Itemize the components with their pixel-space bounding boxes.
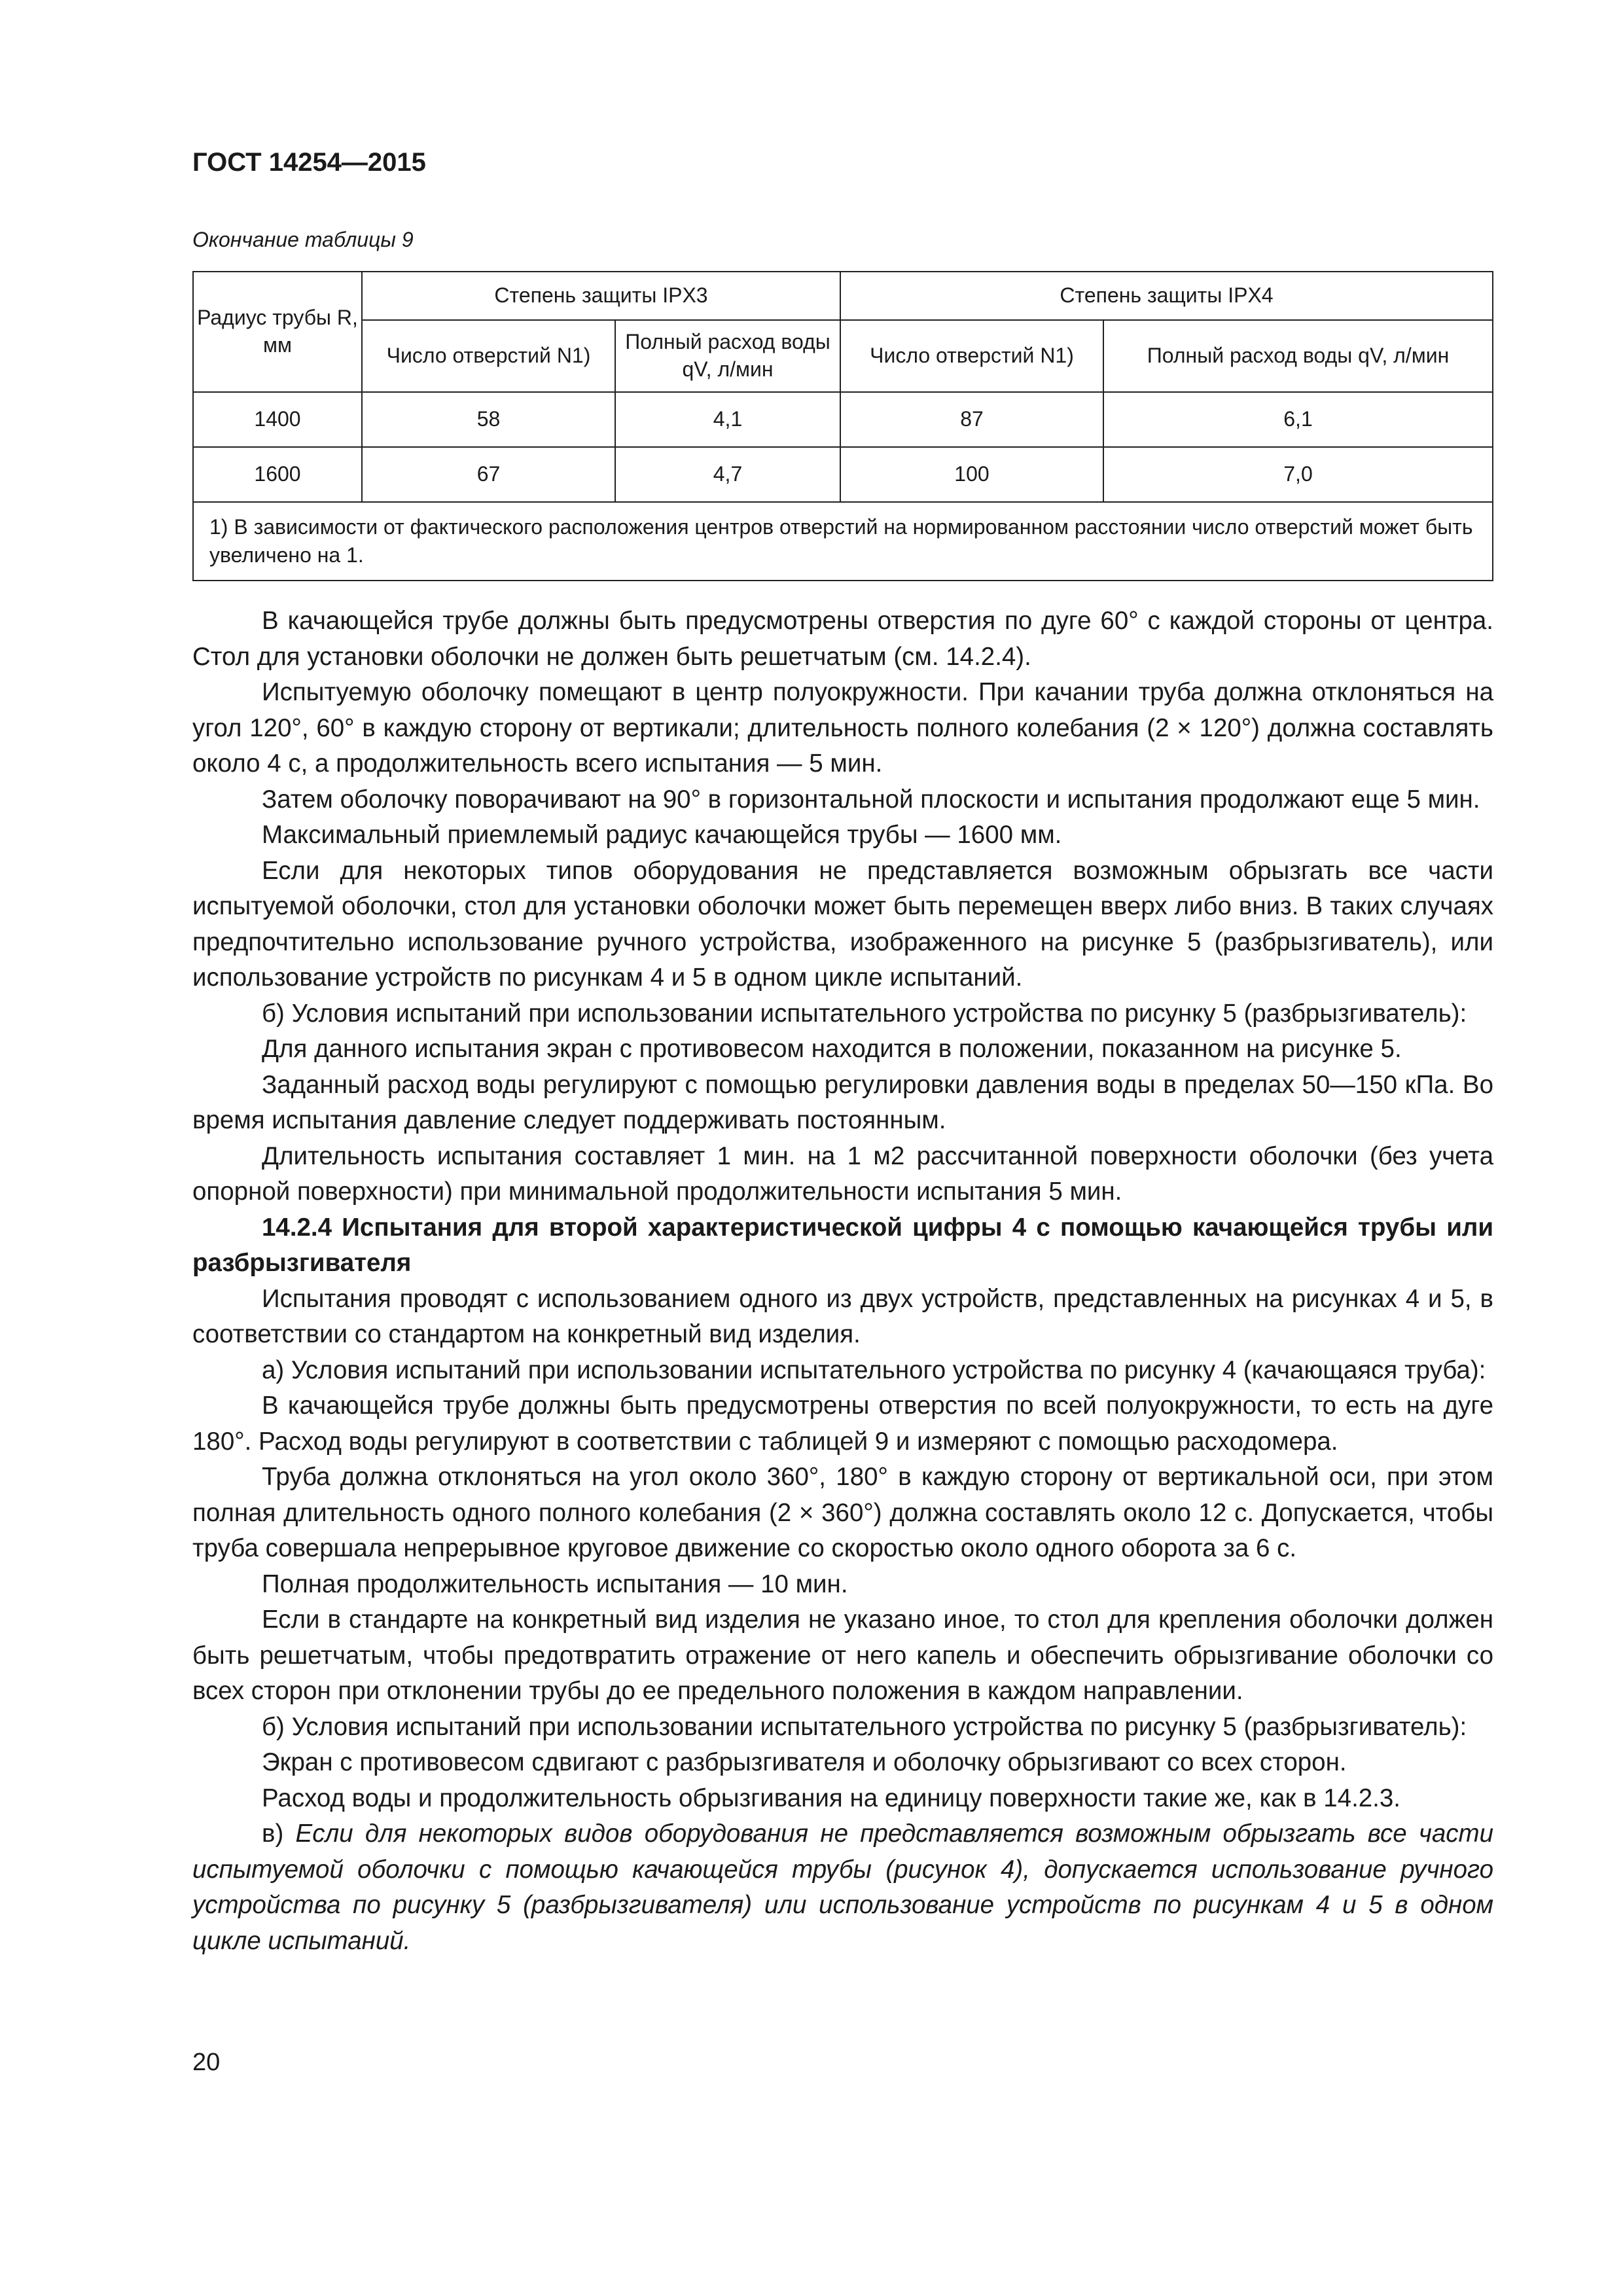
page-number: 20 [192,2049,221,2076]
data-table [192,271,1493,581]
paragraph: Заданный расход воды регулируют с помощью регулировки давления воды в пределах 50—150 кПа. Во время испытания давление следует поддерживать постоянным. [192,1070,1493,1134]
paragraph: Для данного испытания экран с противовесом находится в положении, показанном на рисунке 5. [262,1035,1402,1063]
table-header-row [193,272,1493,320]
paragraph: В качающейся трубе должны быть предусмотрены отверстия по всей полуокружности, то есть на дуге 180°. Расход воды регулируют в соответствии с таблицей 9 и измеряют с помощью расходомера. [192,1391,1493,1456]
paragraph: Испытания проводят с использованием одного из двух устройств, представленных на рисунках 4 и 5, в соответствии со стандартом на конкретный вид изделия. [192,1284,1493,1348]
section-heading: 14.2.4 Испытания для второй характеристической цифры 4 с помощью качающейся трубы или разбрызгивателя [192,1213,1493,1277]
sub-holes-ipx3: Число отверстий N1) [362,320,615,392]
table-subheader-row [193,320,1493,392]
paragraph: В качающейся трубе должны быть предусмотрены отверстия по дуге 60° с каждой стороны от центра. Стол для установки оболочки не должен быть решетчатым (см. 14.2.4). [192,607,1493,671]
paragraph-italic [192,1816,1493,1959]
cell-holes-ipx3: 58 [362,392,615,447]
paragraph: Труба должна отклоняться на угол около 360°, 180° в каждую сторону от вертикальной оси, при этом полная длительность одного полного колебания (2 × 360°) должна составлять около 12 с. Допускается, чтобы труба совершала непрерывное круговое движение со скоростью около одного оборота за 6 с. [192,1463,1493,1562]
paragraph: Если в стандарте на конкретный вид изделия не указано иное, то стол для крепления оболочки должен быть решетчатым, чтобы предотвратить отражение от него капель и обеспечить обрызгивание оболочки со всех сторон при отклонении трубы до ее предельного положения в каждом направлении. [192,1605,1493,1705]
paragraph: Экран с противовесом сдвигают с разбрызгивателя и оболочку обрызгивают со всех сторон. [262,1748,1347,1776]
cell-holes-ipx3: 67 [362,447,615,502]
sub-flow-ipx3: Полный расход воды qV, л/мин [615,320,840,392]
paragraph: Расход воды и продолжительность обрызгивания на единицу поверхности такие же, как в 14.2.3. [262,1784,1400,1812]
table-row [193,447,1493,502]
cell-holes-ipx4: 100 [840,447,1103,502]
paragraph: Максимальный приемлемый радиус качающейся трубы — 1600 мм. [262,821,1062,849]
item-prefix: в) [262,1820,284,1848]
table-footnote: 1) В зависимости от фактического расположения центров отверстий на нормированном расстоянии число отверстий может быть увеличено на 1. [193,502,1493,581]
cell-radius: 1600 [193,447,362,502]
paragraph: б) Условия испытаний при использовании испытательного устройства по рисунку 5 (разбрызгиватель): [262,999,1467,1028]
paragraph: а) Условия испытаний при использовании испытательного устройства по рисунку 4 (качающаяся труба): [262,1355,1486,1384]
sub-holes-ipx4: Число отверстий N1) [840,320,1103,392]
cell-radius: 1400 [193,392,362,447]
paragraph: Испытуемую оболочку помещают в центр полуокружности. При качании труба должна отклоняться на угол 120°, 60° в каждую сторону от вертикали; длительность полного колебания (2 × 120°) должна составлять около 4 с, а продолжительность всего испытания — 5 мин. [192,678,1493,778]
group-ipx4-header: Степень защиты IPX4 [840,272,1493,320]
document-header: ГОСТ 14254—2015 [192,148,426,177]
italic-text: Если для некоторых видов оборудования не представляется возможным обрызгать все части испытуемой оболочки с помощью качающейся трубы (рисунок 4), допускается использование ручного устройства по рисунку 5 (разбрызгивателя) или использование устройств по рисункам 4 и 5 в одном цикле испытаний. [192,1820,1493,1955]
cell-flow-ipx3: 4,1 [615,392,840,447]
cell-flow-ipx3: 4,7 [615,447,840,502]
cell-flow-ipx4: 6,1 [1103,392,1493,447]
paragraph: Длительность испытания составляет 1 мин. на 1 м2 рассчитанной поверхности оболочки (без учета опорной поверхности) при минимальной продолжительности испытания 5 мин. [192,1141,1493,1206]
paragraph: б) Условия испытаний при использовании испытательного устройства по рисунку 5 (разбрызгиватель): [262,1712,1467,1741]
cell-flow-ipx4: 7,0 [1103,447,1493,502]
paragraph: Затем оболочку поворачивают на 90° в горизонтальной плоскости и испытания продолжают еще 5 мин. [262,785,1480,814]
sub-flow-ipx4: Полный расход воды qV, л/мин [1103,320,1493,392]
paragraph: Если для некоторых типов оборудования не представляется возможным обрызгать все части испытуемой оболочки, стол для установки оболочки может быть перемещен вверх либо вниз. В таких случаях предпочтительно использование ручного устройства, изображенного на рисунке 5 (разбрызгиватель), или использование устройств по рисункам 4 и 5 в одном цикле испытаний. [192,856,1493,992]
table-row [193,392,1493,447]
body-text [192,603,1493,1959]
table-footnote-row [193,502,1493,581]
paragraph: Полная продолжительность испытания — 10 мин. [262,1570,848,1598]
table-caption: Окончание таблицы 9 [192,228,414,251]
group-ipx3-header: Степень защиты IPX3 [362,272,840,320]
cell-holes-ipx4: 87 [840,392,1103,447]
col-radius-header: Радиус трубы R, мм [193,272,362,392]
